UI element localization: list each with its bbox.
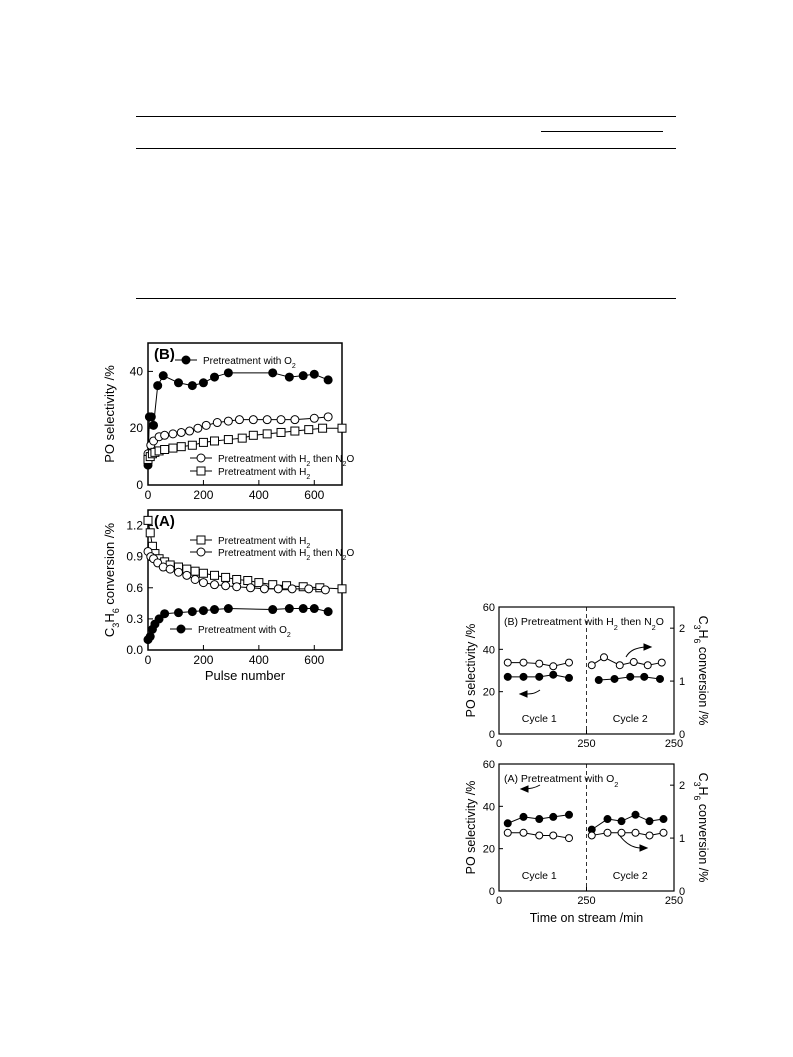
data-point: [299, 372, 307, 380]
cycle-label: Cycle 1: [521, 713, 557, 725]
data-point: [199, 579, 207, 587]
data-point: [194, 424, 202, 432]
y2-tick-label: 2: [679, 780, 686, 793]
data-point: [305, 585, 313, 593]
data-point: [299, 605, 307, 613]
data-point: [188, 382, 196, 390]
y2-tick-label: 1: [679, 676, 686, 689]
data-point: [154, 382, 162, 390]
data-point: [319, 424, 327, 432]
legend-marker: [197, 536, 205, 544]
data-point: [291, 416, 299, 424]
data-point: [310, 605, 318, 613]
data-point: [169, 444, 177, 452]
x-tick-label: 200: [193, 488, 214, 502]
y-axis-label: PO selectivity /%: [102, 365, 117, 463]
y2-axis-label: $C_3H_6$ conversion /%: [692, 615, 710, 726]
panel-a-c3h6-conversion: [102, 510, 354, 683]
data-point: [188, 608, 196, 616]
x-tick-label: 200: [193, 653, 214, 667]
y-tick-label: 0.0: [126, 643, 143, 657]
y-axis-label: $C_3H_6$ conversion /%: [102, 522, 121, 638]
data-point: [150, 421, 158, 429]
y-tick-label: 0.3: [126, 611, 143, 626]
y-tick-label: 0.6: [126, 580, 143, 595]
data-point: [263, 430, 271, 438]
data-point: [277, 428, 285, 436]
legend-label: Pretreatment with $H_2$ then $N_2O$: [218, 548, 355, 562]
x-axis-label: Time on stream /min: [529, 911, 644, 925]
data-point: [224, 369, 232, 377]
y-axis-label: PO selectivity /%: [464, 780, 478, 875]
x-axis-label: Pulse number: [204, 668, 286, 683]
y2-tick-label: 2: [679, 623, 686, 636]
y-tick-label: 20: [482, 843, 495, 856]
data-point: [285, 373, 293, 381]
y-tick-label: 0.9: [126, 549, 143, 564]
data-point: [211, 437, 219, 445]
data-point: [183, 571, 191, 579]
data-point: [161, 431, 169, 439]
data-point: [238, 434, 246, 442]
data-point: [310, 370, 318, 378]
data-point: [222, 582, 230, 590]
data-point: [199, 607, 207, 615]
legend-marker: [182, 356, 190, 364]
data-point: [285, 605, 293, 613]
y-tick-label: 60: [482, 759, 495, 771]
panel-b-po-selectivity: [102, 343, 354, 502]
data-point: [224, 417, 232, 425]
data-point: [211, 373, 219, 381]
y-axis-label: PO selectivity /%: [464, 623, 478, 718]
panel-label: (B): [154, 346, 175, 363]
legend-marker: [197, 548, 205, 556]
data-point: [211, 581, 219, 589]
data-point: [211, 606, 219, 614]
x-tick-label: 0: [495, 895, 503, 907]
data-point: [291, 427, 299, 435]
data-point: [263, 416, 271, 424]
panel-label: (A) Pretreatment with $O_2$: [504, 773, 619, 789]
cycle-label: Cycle 2: [612, 870, 648, 882]
data-point: [338, 585, 346, 593]
data-point: [224, 436, 232, 444]
data-point: [174, 379, 182, 387]
y-tick-label: 0: [488, 729, 495, 741]
data-point: [288, 585, 296, 593]
y-tick-label: 0: [136, 478, 143, 492]
data-point: [247, 584, 255, 592]
y-tick-label: 40: [129, 364, 143, 379]
data-point: [191, 567, 199, 575]
x-tick-label: 400: [248, 653, 269, 667]
data-point: [188, 441, 196, 449]
y-tick-label: 40: [482, 801, 495, 814]
data-point: [177, 443, 185, 451]
data-point: [249, 416, 257, 424]
y-tick-label: 0: [488, 886, 495, 898]
data-point: [269, 606, 277, 614]
panel-label: (B) Pretreatment with $H_2$ then $N_2O$: [504, 616, 664, 632]
data-point: [213, 419, 221, 427]
data-point: [310, 414, 318, 422]
data-point: [199, 379, 207, 387]
panel-label: (A): [154, 513, 175, 530]
x-tick-label: 250: [577, 895, 596, 907]
data-point: [324, 376, 332, 384]
data-point: [174, 609, 182, 617]
x-tick-label: 250: [577, 738, 596, 750]
x-tick-label: 600: [304, 653, 325, 667]
data-point: [321, 586, 329, 594]
data-point: [199, 438, 207, 446]
data-point: [338, 424, 346, 432]
data-point: [222, 573, 230, 581]
y-tick-label: 60: [482, 602, 495, 614]
legend-marker: [177, 625, 185, 633]
y2-tick-label: 0: [679, 729, 686, 741]
cycle-label: Cycle 2: [612, 713, 648, 725]
data-point: [233, 583, 241, 591]
data-point: [224, 605, 232, 613]
data-point: [211, 571, 219, 579]
data-point: [147, 413, 155, 421]
y2-tick-label: 1: [679, 833, 686, 846]
data-point: [174, 568, 182, 576]
y-tick-label: 20: [129, 421, 143, 436]
x-tick-label: 0: [144, 488, 152, 502]
data-point: [146, 529, 154, 537]
data-point: [277, 416, 285, 424]
x-tick-label: 0: [495, 738, 503, 750]
data-point: [202, 421, 210, 429]
legend-label: Pretreatment with $H_2$: [218, 467, 311, 481]
legend-label: Pretreatment with $O_2$: [203, 356, 296, 370]
data-point: [324, 608, 332, 616]
y-tick-label: 40: [482, 644, 495, 657]
data-point: [159, 372, 167, 380]
x-tick-label: 400: [248, 488, 269, 502]
y2-tick-label: 0: [679, 886, 686, 898]
y-tick-label: 20: [482, 686, 495, 699]
x-tick-label: 250: [664, 738, 684, 750]
data-point: [144, 516, 152, 524]
data-point: [166, 565, 174, 573]
data-point: [249, 431, 257, 439]
data-point: [177, 428, 185, 436]
data-point: [305, 426, 313, 434]
data-point: [235, 416, 243, 424]
y-tick-label: 1.2: [126, 518, 143, 533]
data-point: [161, 610, 169, 618]
x-tick-label: 250: [664, 895, 684, 907]
data-point: [199, 569, 207, 577]
y2-axis-label: $C_3H_6$ conversion /%: [692, 772, 710, 883]
data-point: [274, 585, 282, 593]
data-point: [269, 369, 277, 377]
legend-label: Pretreatment with $H_2$: [218, 536, 311, 550]
data-point: [169, 430, 177, 438]
legend-marker: [197, 454, 205, 462]
data-point: [260, 585, 268, 593]
x-tick-label: 600: [304, 488, 325, 502]
legend-label: Pretreatment with $O_2$: [198, 625, 291, 639]
legend-marker: [197, 467, 205, 475]
data-point: [186, 427, 194, 435]
data-point: [191, 575, 199, 583]
x-tick-label: 0: [144, 653, 152, 667]
data-point: [161, 446, 169, 454]
legend-label: Pretreatment with $H_2$ then $N_2O$: [218, 454, 355, 468]
cycle-label: Cycle 1: [521, 870, 557, 882]
data-point: [324, 413, 332, 421]
